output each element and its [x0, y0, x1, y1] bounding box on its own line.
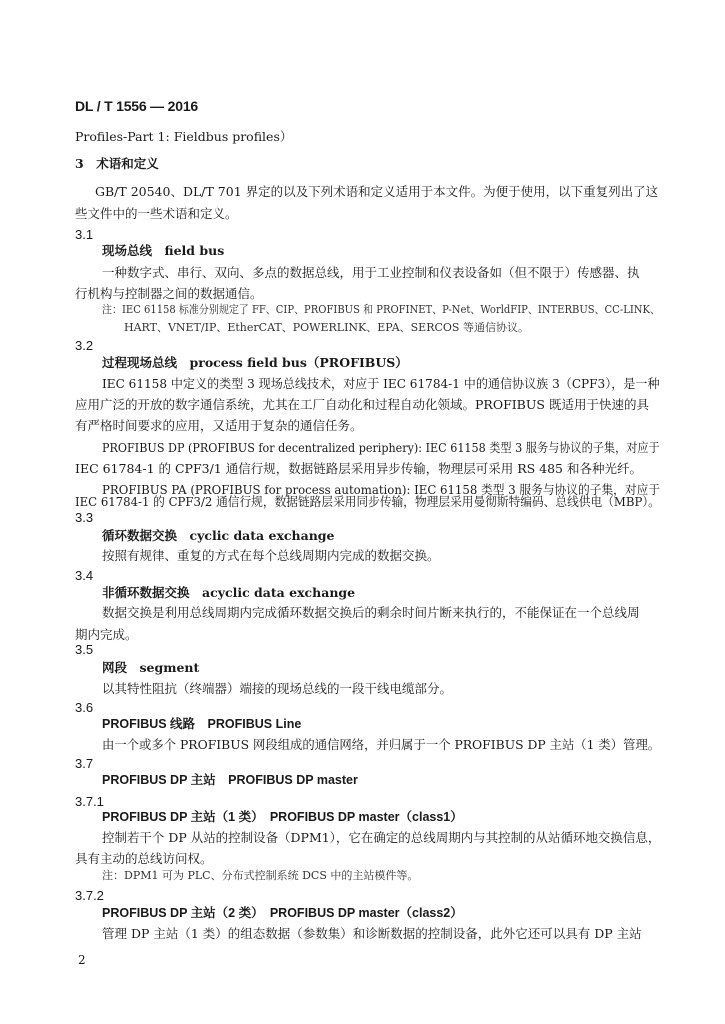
- term-heading: 非循环数据交换 acyclic data exchange: [102, 585, 356, 600]
- text-line: 行机构与控制器之间的数据通信。: [75, 286, 263, 301]
- clause-number: 3.2: [75, 338, 94, 353]
- text-line: IEC 61784-1 的 CPF3/2 通信行规，数据链路层采用同步传输，物理层采用曼彻斯特编码、总线供电（MBP）。: [75, 494, 660, 509]
- term-heading: PROFIBUS DP 主站 PROFIBUS DP master: [102, 773, 358, 787]
- text-line: 按照有规律、重复的方式在每个总线周期内完成的数据交换。: [102, 548, 440, 563]
- clause-number: 3.7.2: [75, 888, 104, 903]
- term-heading: 网段 segment: [102, 660, 200, 675]
- clause-number: 3.4: [75, 568, 94, 583]
- text-line: IEC 61784-1 的 CPF3/1 通信行规，数据链路层采用异步传输，物理层可采用 RS 485 和各种光纤。: [75, 461, 642, 476]
- text-line: PROFIBUS PA (PROFIBUS for process automation): IEC 61158 类型 3 服务与协议的子集，对应于: [102, 482, 661, 497]
- term-heading: PROFIBUS 线路 PROFIBUS Line: [102, 717, 302, 731]
- text-line: Profiles-Part 1: Fieldbus profiles）: [75, 129, 293, 144]
- note-line: HART、VNET/IP、EtherCAT、POWERLINK、EPA、SERCOS 等通信协议。: [124, 321, 529, 334]
- text-line: 以其特性阻抗（终端器）端接的现场总线的一段干线电缆部分。: [102, 681, 453, 696]
- term-heading: 循环数据交换 cyclic data exchange: [102, 528, 335, 543]
- text-line: 具有主动的总线访问权。: [75, 851, 213, 866]
- text-line: GB/T 20540、DL/T 701 界定的以及下列术语和定义适用于本文件。为便于使用，以下重复列出了这: [95, 184, 659, 199]
- text-line: 控制若干个 DP 从站的控制设备（DPM1），它在确定的总线周期内与其控制的从站循环地交换信息，: [102, 830, 661, 845]
- text-line: 有严格时间要求的应用，又适用于复杂的通信任务。: [75, 418, 363, 433]
- text-line: PROFIBUS DP (PROFIBUS for decentralized periphery): IEC 61158 类型 3 服务与协议的子集，对应于: [102, 440, 660, 455]
- note-line: 注：IEC 61158 标准分别规定了 FF、CIP、PROFIBUS 和 PROFINET、P-Net、WorldFIP、INTERBUS、CC-LINK、: [102, 303, 660, 316]
- clause-number: 3.5: [75, 642, 94, 657]
- text-line: 管理 DP 主站（1 类）的组态数据（参数集）和诊断数据的控制设备，此外它还可以具有 DP 主站: [102, 926, 642, 941]
- section-heading: 3 术语和定义: [75, 156, 159, 171]
- standard-header: DL / T 1556 — 2016: [75, 98, 198, 114]
- clause-number: 3.6: [75, 700, 94, 715]
- text-line: 些文件中的一些术语和定义。: [75, 206, 238, 221]
- clause-number: 3.1: [75, 227, 94, 242]
- term-heading: PROFIBUS DP 主站（2 类） PROFIBUS DP master（class2）: [102, 906, 463, 920]
- term-heading: 过程现场总线 process field bus（PROFIBUS）: [102, 355, 408, 370]
- clause-number: 3.7.1: [75, 794, 104, 809]
- text-line: 期内完成。: [75, 627, 138, 642]
- page-number: 2: [78, 953, 86, 967]
- clause-number: 3.3: [75, 510, 94, 525]
- clause-number: 3.7: [75, 756, 94, 771]
- text-line: 应用广泛的开放的数字通信系统，尤其在工厂自动化和过程自动化领域。PROFIBUS 既适用于快速的具: [75, 397, 649, 412]
- note-line: 注：DPM1 可为 PLC、分布式控制系统 DCS 中的主站模件等。: [102, 869, 419, 882]
- text-line: 一种数字式、串行、双向、多点的数据总线，用于工业控制和仪表设备如（但不限于）传感器、执: [102, 265, 640, 280]
- text-line: 由一个或多个 PROFIBUS 网段组成的通信网络，并归属于一个 PROFIBUS DP 主站（1 类）管理。: [102, 737, 661, 752]
- term-heading: 现场总线 field bus: [102, 243, 225, 258]
- text-line: 数据交换是利用总线周期内完成循环数据交换后的剩余时间片断来执行的，不能保证在一个总线周: [102, 605, 640, 620]
- term-heading: PROFIBUS DP 主站（1 类） PROFIBUS DP master（class1）: [102, 810, 463, 824]
- text-line: IEC 61158 中定义的类型 3 现场总线技术，对应于 IEC 61784-1 中的通信协议族 3（CPF3），是一种: [102, 376, 660, 391]
